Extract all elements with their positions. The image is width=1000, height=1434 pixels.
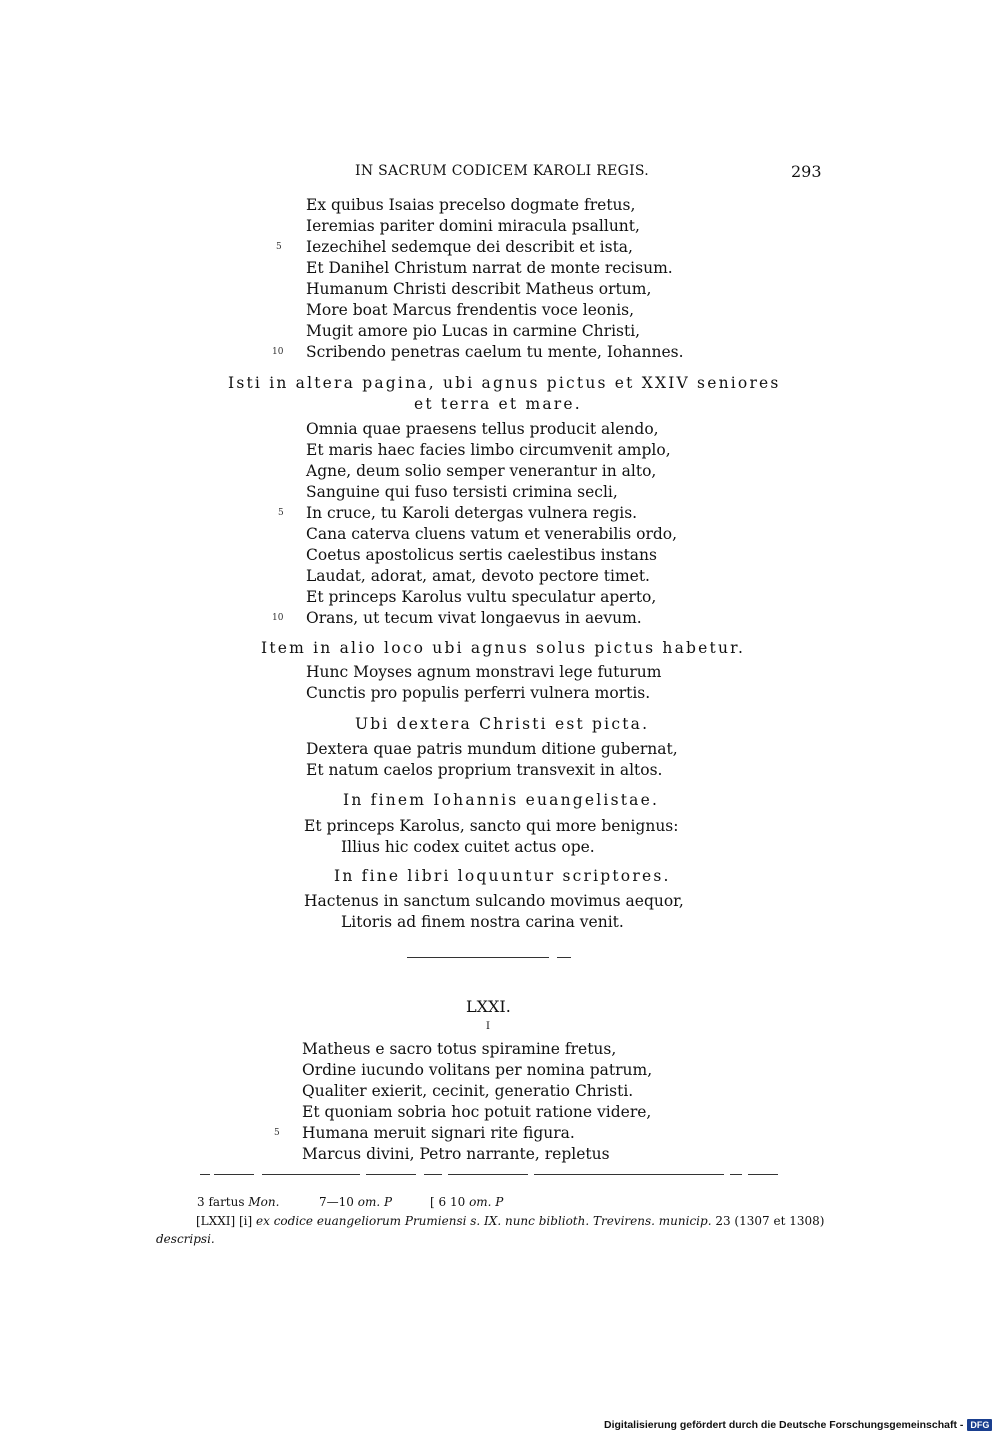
verse-line: Iezechihel sedemque dei describit et ista,: [306, 238, 633, 256]
section-heading-continued: et terra et mare.: [414, 395, 582, 413]
verse-line: Laudat, adorat, amat, devoto pectore timet.: [306, 567, 650, 585]
verse-line: Matheus e sacro totus spiramine fretus,: [302, 1040, 617, 1058]
section-divider-tail: [557, 957, 571, 958]
verse-line: Et princeps Karolus vultu speculatur aperto,: [306, 588, 657, 606]
verse-line: Humanum Christi describit Matheus ortum,: [306, 280, 652, 298]
verse-line: Coetus apostolicus sertis caelestibus instans: [306, 546, 657, 564]
verse-line: In cruce, tu Karoli detergas vulnera regis.: [306, 504, 638, 522]
verse-line: Sanguine qui fuso tersisti crimina secli,: [306, 483, 618, 501]
line-number-marker: 10: [272, 347, 284, 357]
section-heading: In finem Iohannis euangelistae.: [343, 791, 660, 809]
section-divider: [407, 957, 549, 958]
line-number-marker: 5: [278, 508, 284, 518]
verse-line: Cana caterva cluens vatum et venerabilis ordo,: [306, 525, 678, 543]
footnote-line-ref: 3: [197, 1195, 205, 1209]
verse-line: Et Danihel Christum narrat de monte recisum.: [306, 259, 673, 277]
verse-line: Hactenus in sanctum sulcando movimus aequor,: [304, 892, 684, 910]
footnote-source: om. P: [357, 1195, 393, 1209]
section-heading: Isti in altera pagina, ubi agnus pictus et XXIV seniores: [228, 374, 781, 392]
footnote-reading: fartus: [208, 1195, 245, 1209]
verse-line: Orans, ut tecum vivat longaevus in aevum.: [306, 609, 642, 627]
verse-line: Et maris haec facies limbo circumvenit amplo,: [306, 441, 671, 459]
footnote-source: Mon.: [248, 1195, 280, 1209]
poem-number: LXXI.: [466, 997, 511, 1016]
footnote-variant: [319, 1195, 392, 1209]
footer-text: Digitalisierung gefördert durch die Deutsche Forschungsgemeinschaft -: [604, 1419, 964, 1431]
line-number-marker: 10: [272, 613, 284, 623]
verse-line: Ieremias pariter domini miracula psallunt,: [306, 217, 640, 235]
section-heading: Item in alio loco ubi agnus solus pictus habetur.: [261, 639, 746, 657]
line-number-marker: 5: [274, 1128, 280, 1138]
digitization-footer: [604, 1418, 992, 1432]
verse-line-indented: Illius hic codex cuitet actus ope.: [341, 838, 595, 856]
footnote-continuation: [156, 1232, 215, 1246]
verse-line: Et princeps Karolus, sancto qui more benignus:: [304, 817, 679, 835]
section-heading: Ubi dextera Christi est picta.: [355, 715, 650, 733]
verse-line: Cunctis pro populis perferri vulnera mortis.: [306, 684, 651, 702]
verse-line-indented: Litoris ad finem nostra carina venit.: [341, 913, 624, 931]
page-number: 293: [791, 162, 822, 181]
verse-line: Scribendo penetras caelum tu mente, Iohannes.: [306, 343, 684, 361]
footnote-descripsi: descripsi.: [156, 1232, 215, 1246]
footnote-variant: [197, 1195, 279, 1209]
verse-line: Humana meruit signari rite figura.: [302, 1124, 575, 1142]
verse-line: Et natum caelos proprium transvexit in altos.: [306, 761, 663, 779]
verse-line: Et quoniam sobria hoc potuit ratione videre,: [302, 1103, 652, 1121]
section-heading: In fine libri loquuntur scriptores.: [334, 867, 671, 885]
verse-line: Omnia quae praesens tellus producit alendo,: [306, 420, 659, 438]
footnote-manuscript: ex codice euangeliorum Prumiensi s. IX. nunc biblioth. Trevirens. municip.: [256, 1214, 712, 1228]
footnote-poem-tag: [LXXI]: [196, 1214, 236, 1228]
footnote-codex-number: 23 (1307 et 1308): [715, 1214, 825, 1228]
footnote-source-note: [196, 1214, 824, 1228]
verse-line: Mugit amore pio Lucas in carmine Christi,: [306, 322, 641, 340]
verse-line: Ex quibus Isaias precelso dogmate fretus,: [306, 196, 636, 214]
verse-line: Agne, deum solio semper venerantur in alto,: [306, 462, 657, 480]
running-head: IN SACRUM CODICEM KAROLI REGIS.: [355, 163, 650, 179]
footnote-ref: [i]: [239, 1214, 253, 1228]
verse-line: Ordine iucundo volitans per nomina patrum,: [302, 1061, 653, 1079]
verse-line: Dextera quae patris mundum ditione gubernat,: [306, 740, 678, 758]
verse-line: Qualiter exierit, cecinit, generatio Christi.: [302, 1082, 634, 1100]
footnote-variant: [430, 1195, 503, 1209]
poem-sub-number: I: [486, 1021, 490, 1032]
footnote-line-ref: 7—10: [319, 1195, 354, 1209]
footnote-bracket: [: [430, 1195, 435, 1209]
footnote-source: om. P: [469, 1195, 504, 1209]
verse-line: Marcus divini, Petro narrante, repletus: [302, 1145, 610, 1163]
line-number-marker: 5: [276, 242, 282, 252]
verse-line: Hunc Moyses agnum monstravi lege futurum: [306, 663, 662, 681]
footnote-line-ref: 6 10: [438, 1195, 466, 1209]
dfg-logo: DFG: [967, 1419, 992, 1431]
verse-line: More boat Marcus frendentis voce leonis,: [306, 301, 635, 319]
